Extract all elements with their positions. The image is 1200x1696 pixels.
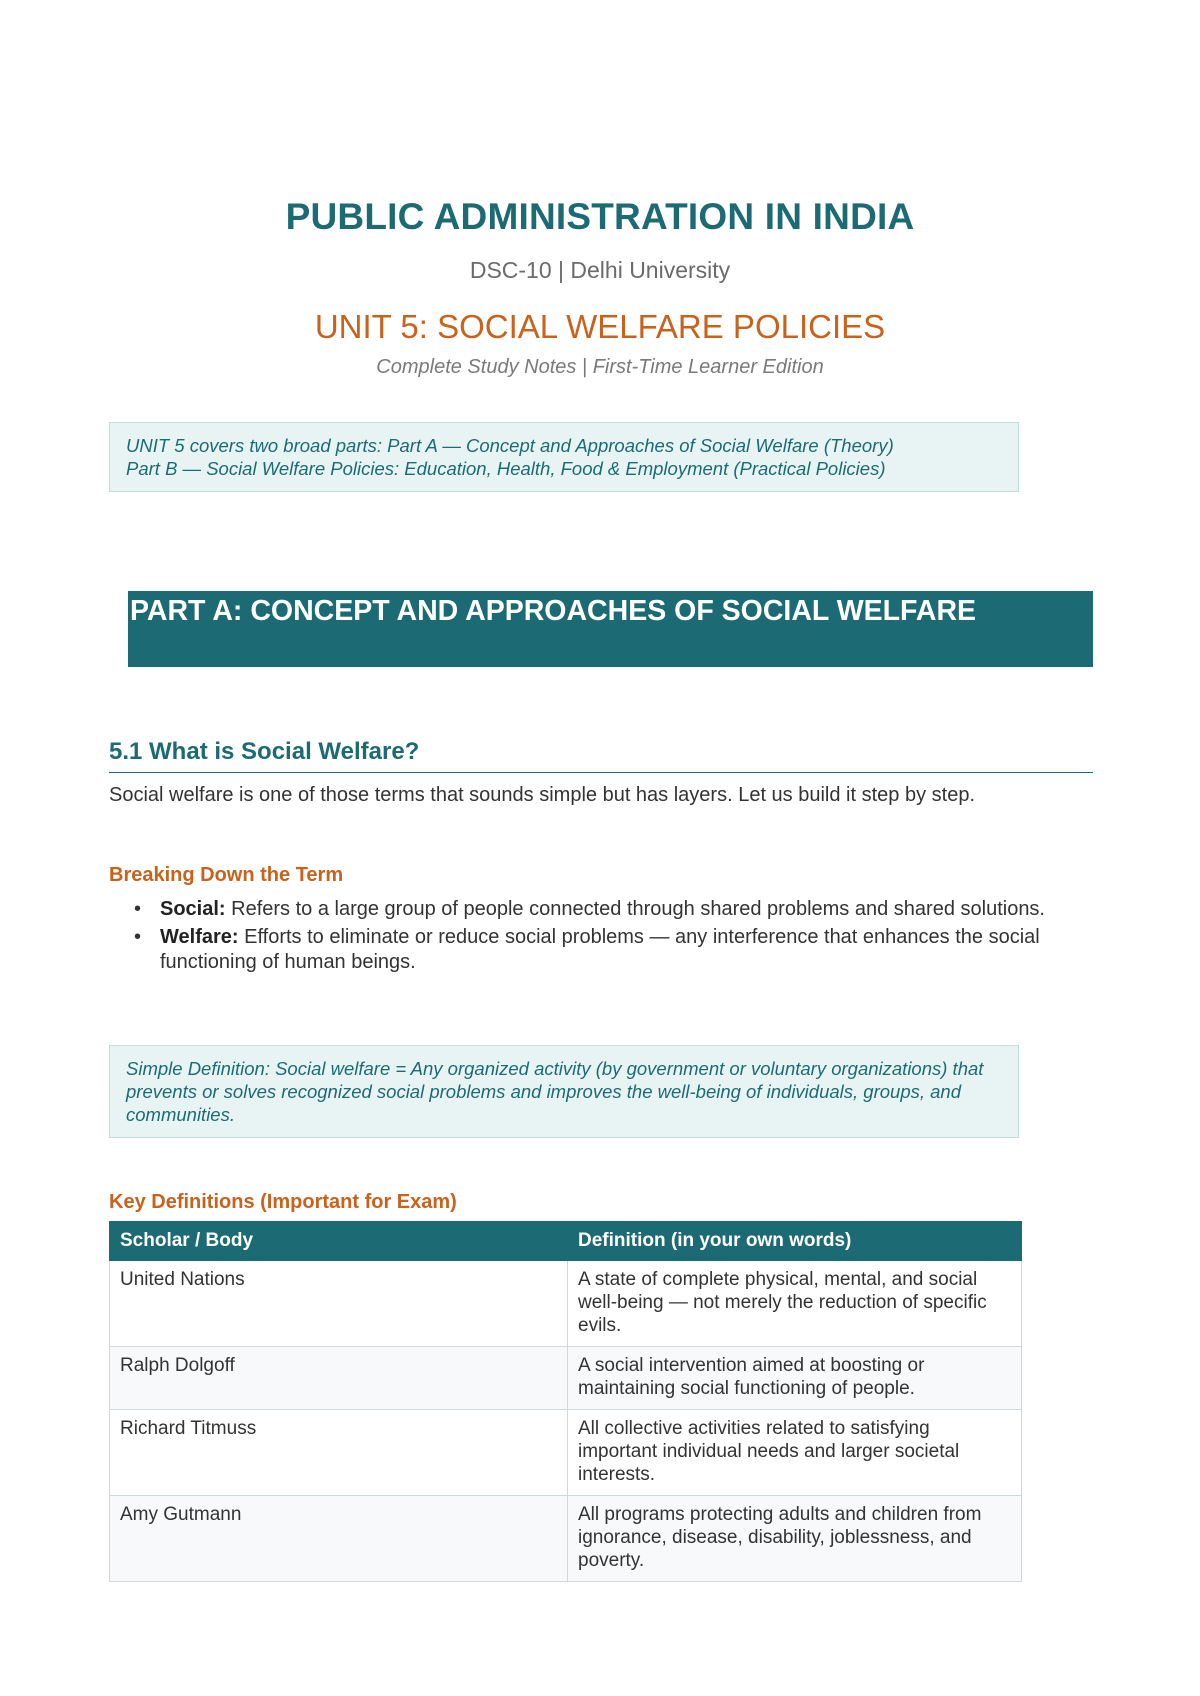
key-definitions-heading: Key Definitions (Important for Exam) [109,1191,457,1213]
list-item [109,897,1093,922]
table-row [110,1347,1022,1410]
edition-note: Complete Study Notes | First-Time Learner Edition [376,356,824,378]
section-heading: 5.1 What is Social Welfare? [109,738,1093,773]
simple-definition-text: Simple Definition: Social welfare = Any organized activity (by government or voluntary organizations) that prevents or solves recognized social problems and improves the well-being of individuals, groups, and communities. [126,1058,984,1125]
scholar-cell: Richard Titmuss [110,1410,568,1496]
scholar-cell: United Nations [110,1261,568,1347]
table-row [110,1261,1022,1347]
bullet-icon: • [134,926,142,948]
term-list [109,897,1093,978]
table-row [110,1496,1022,1582]
overview-note-box [109,422,1019,492]
overview-line-1: UNIT 5 covers two broad parts: Part A — Concept and Approaches of Social Welfare (Theory) [126,435,894,456]
column-header-scholar: Scholar / Body [110,1222,568,1261]
course-subtitle: DSC-10 | Delhi University [469,257,731,283]
bullet-icon: • [134,898,142,920]
breaking-down-heading: Breaking Down the Term [109,864,344,886]
table-row [110,1410,1022,1496]
definitions-table [109,1221,1022,1582]
section-intro: Social welfare is one of those terms that sounds simple but has layers. Let us build it step by step. [109,784,976,806]
document-title: PUBLIC ADMINISTRATION IN INDIA [285,196,915,237]
column-header-definition: Definition (in your own words) [568,1222,1022,1261]
term-description: Efforts to eliminate or reduce social problems — any interference that enhances the social functioning of human beings. [160,926,1040,973]
definition-cell: A state of complete physical, mental, and social well-being — not merely the reduction of specific evils. [568,1261,1022,1347]
term-label: Social: [160,898,226,920]
definition-cell: A social intervention aimed at boosting or maintaining social functioning of people. [568,1347,1022,1410]
overview-line-2: Part B — Social Welfare Policies: Education, Health, Food & Employment (Practical Policies) [126,458,886,479]
simple-definition-box [109,1045,1019,1138]
term-label: Welfare: [160,926,239,948]
definition-cell: All programs protecting adults and children from ignorance, disease, disability, joblessness, and poverty. [568,1496,1022,1582]
term-description: Refers to a large group of people connected through shared problems and shared solutions. [225,898,1045,920]
scholar-cell: Ralph Dolgoff [110,1347,568,1410]
list-item [109,925,1093,975]
unit-title: UNIT 5: SOCIAL WELFARE POLICIES [314,308,886,345]
scholar-cell: Amy Gutmann [110,1496,568,1582]
definition-cell: All collective activities related to satisfying important individual needs and larger societal interests. [568,1410,1022,1496]
part-a-banner: PART A: CONCEPT AND APPROACHES OF SOCIAL WELFARE [128,591,1093,667]
table-header-row [110,1222,1022,1261]
